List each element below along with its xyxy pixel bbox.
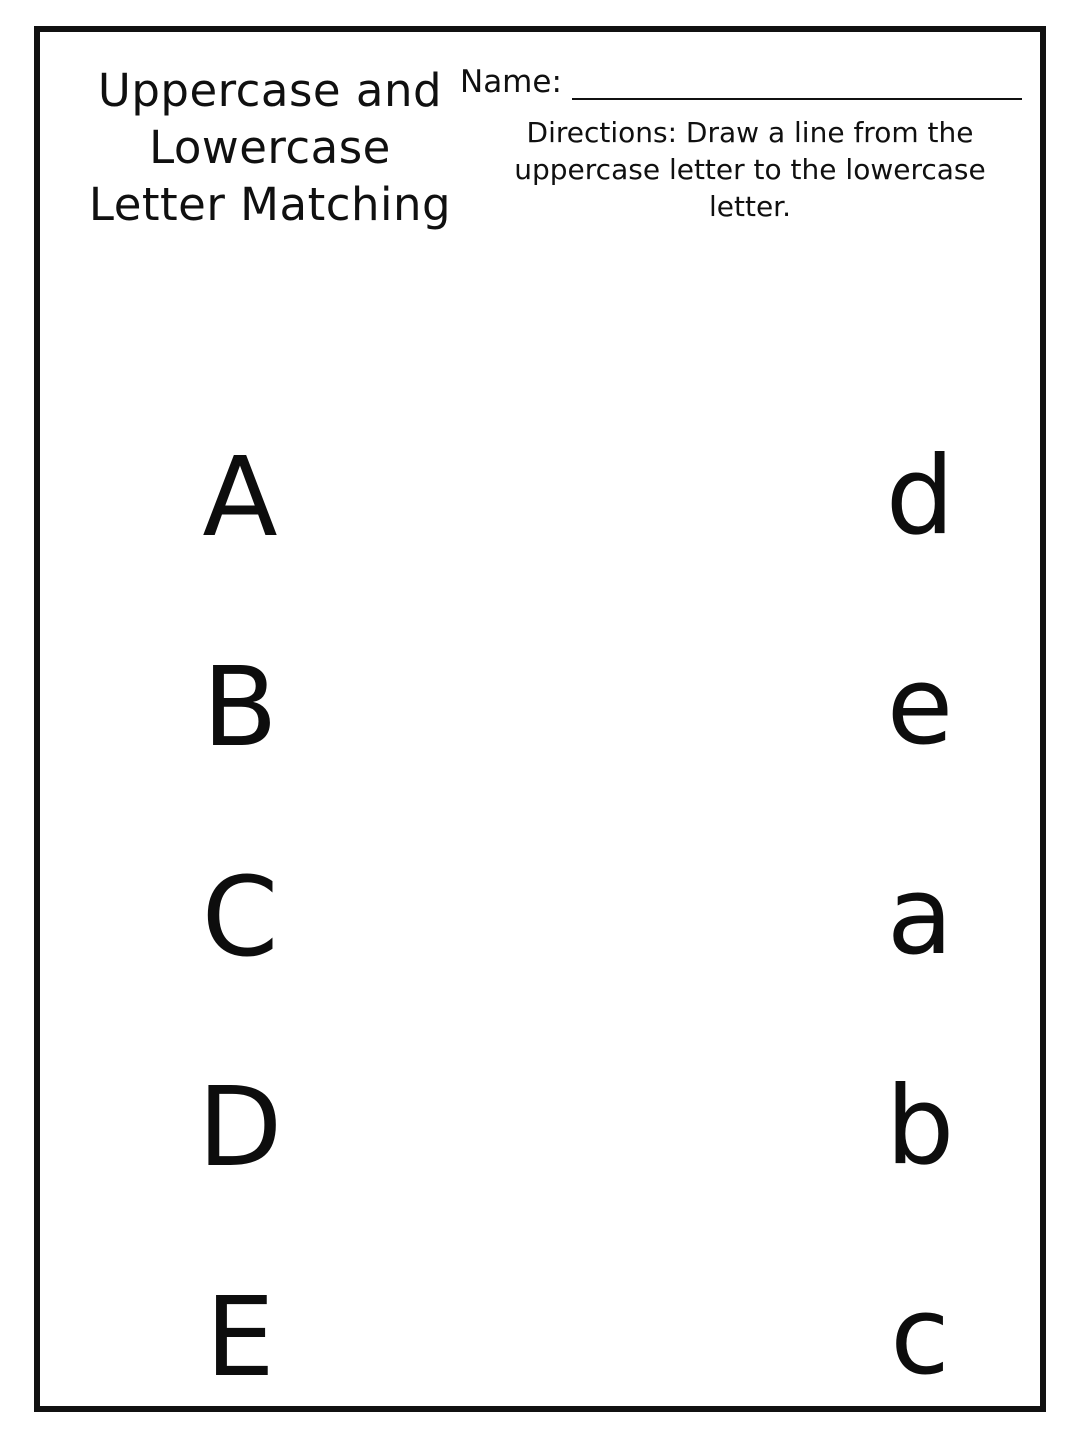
lowercase-letter-item[interactable]: e xyxy=(886,644,954,769)
lowercase-letter-item[interactable]: a xyxy=(886,854,954,979)
lowercase-letter-item[interactable]: c xyxy=(890,1274,950,1399)
uppercase-letter-item[interactable]: B xyxy=(202,643,278,771)
directions-text: Directions: Draw a line from the uppercase letter to the lowercase letter. xyxy=(514,116,986,223)
uppercase-column xyxy=(140,392,340,1402)
matching-area xyxy=(80,392,1080,1402)
lowercase-letter-item[interactable]: d xyxy=(885,434,955,559)
page-title: Uppercase and Lowercase Letter Matching xyxy=(88,64,452,231)
name-field-row xyxy=(460,64,1020,120)
name-write-in-line[interactable] xyxy=(572,98,1022,100)
lowercase-column xyxy=(820,392,1020,1402)
uppercase-letter-item[interactable]: A xyxy=(202,433,278,561)
uppercase-letter-item[interactable]: D xyxy=(197,1063,283,1191)
worksheet-border xyxy=(34,26,1046,1412)
uppercase-letter-item[interactable]: E xyxy=(205,1273,275,1401)
lowercase-letter-item[interactable]: b xyxy=(885,1064,955,1189)
name-label: Name: xyxy=(460,64,562,100)
uppercase-letter-item[interactable]: C xyxy=(201,853,279,981)
